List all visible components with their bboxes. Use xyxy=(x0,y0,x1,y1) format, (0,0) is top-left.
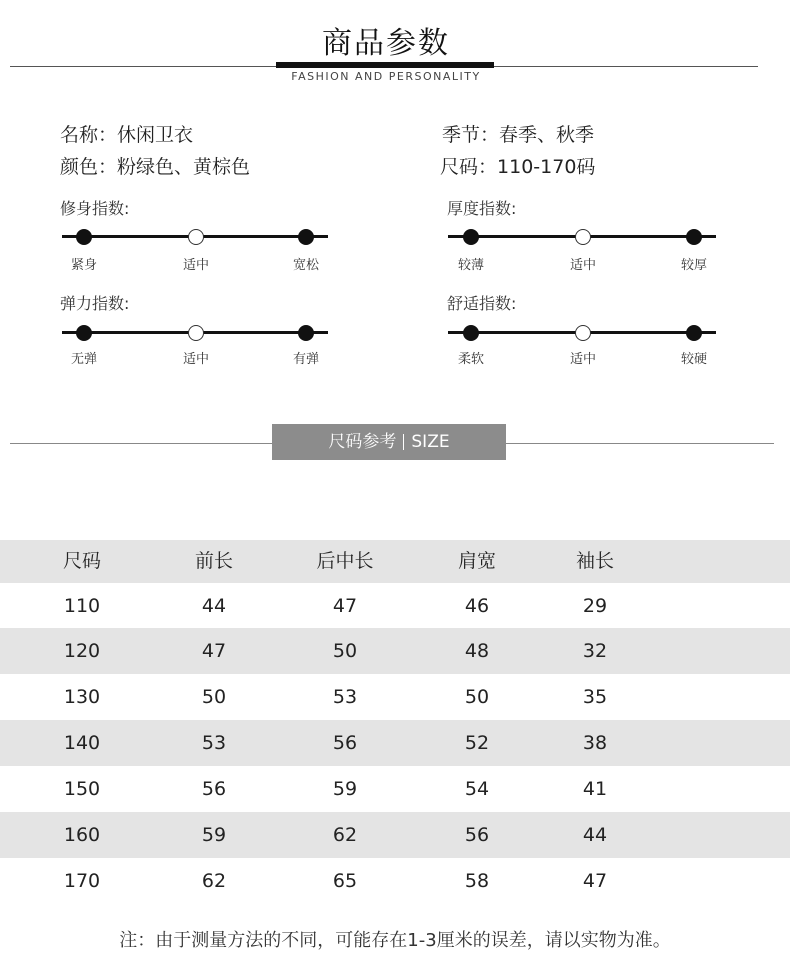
fit-index-dot-left xyxy=(76,229,92,245)
table-cell: 62 xyxy=(201,870,227,892)
page-subtitle: FASHION AND PERSONALITY xyxy=(291,70,481,83)
table-header-cell: 尺码 xyxy=(62,550,101,572)
table-cell: 140 xyxy=(63,732,101,754)
table-cell: 46 xyxy=(464,595,490,617)
thickness-index-label-mid: 适中 xyxy=(569,258,596,273)
table-cell: 48 xyxy=(464,640,490,662)
comfort-index-title: 舒适指数: xyxy=(447,294,517,313)
measurement-note: 注：由于测量方法的不同，可能存在1-3厘米的误差，请以实物为准。 xyxy=(119,930,671,951)
size-section-banner xyxy=(272,424,506,460)
table-header-cell: 前长 xyxy=(194,550,233,572)
table-cell: 41 xyxy=(582,778,608,800)
param-color-label: 颜色： xyxy=(60,156,118,178)
table-cell: 53 xyxy=(201,732,227,754)
comfort-index-dot-selected xyxy=(575,325,591,341)
table-cell: 47 xyxy=(332,595,358,617)
table-row xyxy=(0,583,790,628)
table-row xyxy=(0,766,790,812)
elasticity-index-label-left: 无弹 xyxy=(70,352,97,367)
table-cell: 35 xyxy=(582,686,608,708)
table-row xyxy=(0,720,790,766)
param-season-value: 春季、秋季 xyxy=(499,124,595,146)
table-cell: 29 xyxy=(582,595,608,617)
table-cell: 52 xyxy=(464,732,490,754)
param-size xyxy=(440,152,595,179)
table-cell: 59 xyxy=(332,778,358,800)
param-size-label: 尺码： xyxy=(440,156,498,178)
elasticity-index-label-mid: 适中 xyxy=(182,352,209,367)
elasticity-index-dot-selected xyxy=(188,325,204,341)
thickness-index-dot-selected xyxy=(575,229,591,245)
table-cell: 53 xyxy=(332,686,358,708)
table-cell: 50 xyxy=(464,686,490,708)
table-cell: 56 xyxy=(332,732,358,754)
thickness-index-dot-left xyxy=(463,229,479,245)
table-header-row xyxy=(0,540,790,583)
table-cell: 110 xyxy=(63,595,101,617)
elasticity-index-label-right: 有弹 xyxy=(292,352,319,367)
fit-index-title: 修身指数: xyxy=(60,199,130,218)
param-season-label: 季节： xyxy=(442,124,500,146)
table-cell: 65 xyxy=(332,870,358,892)
table-cell: 54 xyxy=(464,778,490,800)
table-row xyxy=(0,858,790,904)
table-cell: 44 xyxy=(582,824,608,846)
table-header-cell: 后中长 xyxy=(316,550,374,572)
table-cell: 32 xyxy=(582,640,608,662)
table-cell: 59 xyxy=(201,824,227,846)
size-divider-right xyxy=(506,443,774,444)
param-season xyxy=(442,120,594,147)
size-table xyxy=(0,540,790,904)
table-header-cell: 肩宽 xyxy=(457,550,496,572)
comfort-index-label-mid: 适中 xyxy=(569,352,596,367)
elasticity-index-dot-right xyxy=(298,325,314,341)
table-cell: 50 xyxy=(201,686,227,708)
param-name-label: 名称： xyxy=(60,124,118,146)
thickness-index-label-left: 较薄 xyxy=(457,258,484,273)
table-cell: 160 xyxy=(63,824,101,846)
fit-index-dot-right xyxy=(298,229,314,245)
fit-index-dot-selected xyxy=(188,229,204,245)
table-cell: 120 xyxy=(63,640,101,662)
header-accent-bar xyxy=(276,62,494,68)
thickness-index-dot-right xyxy=(686,229,702,245)
param-name xyxy=(60,120,193,147)
thickness-index-title: 厚度指数: xyxy=(447,199,517,218)
table-cell: 150 xyxy=(63,778,101,800)
table-cell: 56 xyxy=(464,824,490,846)
size-section-label-cn: 尺码参考 xyxy=(328,432,397,452)
comfort-index-label-left: 柔软 xyxy=(457,352,484,367)
size-divider-left xyxy=(10,443,272,444)
page-title: 商品参数 xyxy=(322,26,450,61)
param-color xyxy=(60,152,250,179)
thickness-index-label-right: 较厚 xyxy=(680,258,707,273)
table-row xyxy=(0,628,790,674)
table-cell: 44 xyxy=(201,595,227,617)
table-cell: 50 xyxy=(332,640,358,662)
param-color-value: 粉绿色、黄棕色 xyxy=(117,156,251,178)
fit-index-label-left: 紧身 xyxy=(70,258,97,273)
table-cell: 56 xyxy=(201,778,227,800)
table-row xyxy=(0,812,790,858)
table-cell: 170 xyxy=(63,870,101,892)
table-cell: 58 xyxy=(464,870,490,892)
table-row xyxy=(0,674,790,720)
param-size-value: 110-170码 xyxy=(497,156,596,178)
table-cell: 47 xyxy=(201,640,227,662)
size-section-label-en: SIZE xyxy=(411,432,450,452)
fit-index-label-mid: 适中 xyxy=(182,258,209,273)
elasticity-index-title: 弹力指数: xyxy=(60,294,130,313)
size-section-separator xyxy=(403,434,404,450)
table-cell: 130 xyxy=(63,686,101,708)
comfort-index-label-right: 较硬 xyxy=(680,352,707,367)
table-cell: 38 xyxy=(582,732,608,754)
elasticity-index-dot-left xyxy=(76,325,92,341)
param-name-value: 休闲卫衣 xyxy=(117,124,194,146)
table-cell: 62 xyxy=(332,824,358,846)
table-header-cell: 袖长 xyxy=(575,550,614,572)
comfort-index-dot-left xyxy=(463,325,479,341)
fit-index-label-right: 宽松 xyxy=(292,258,319,273)
table-cell: 47 xyxy=(582,870,608,892)
comfort-index-dot-right xyxy=(686,325,702,341)
